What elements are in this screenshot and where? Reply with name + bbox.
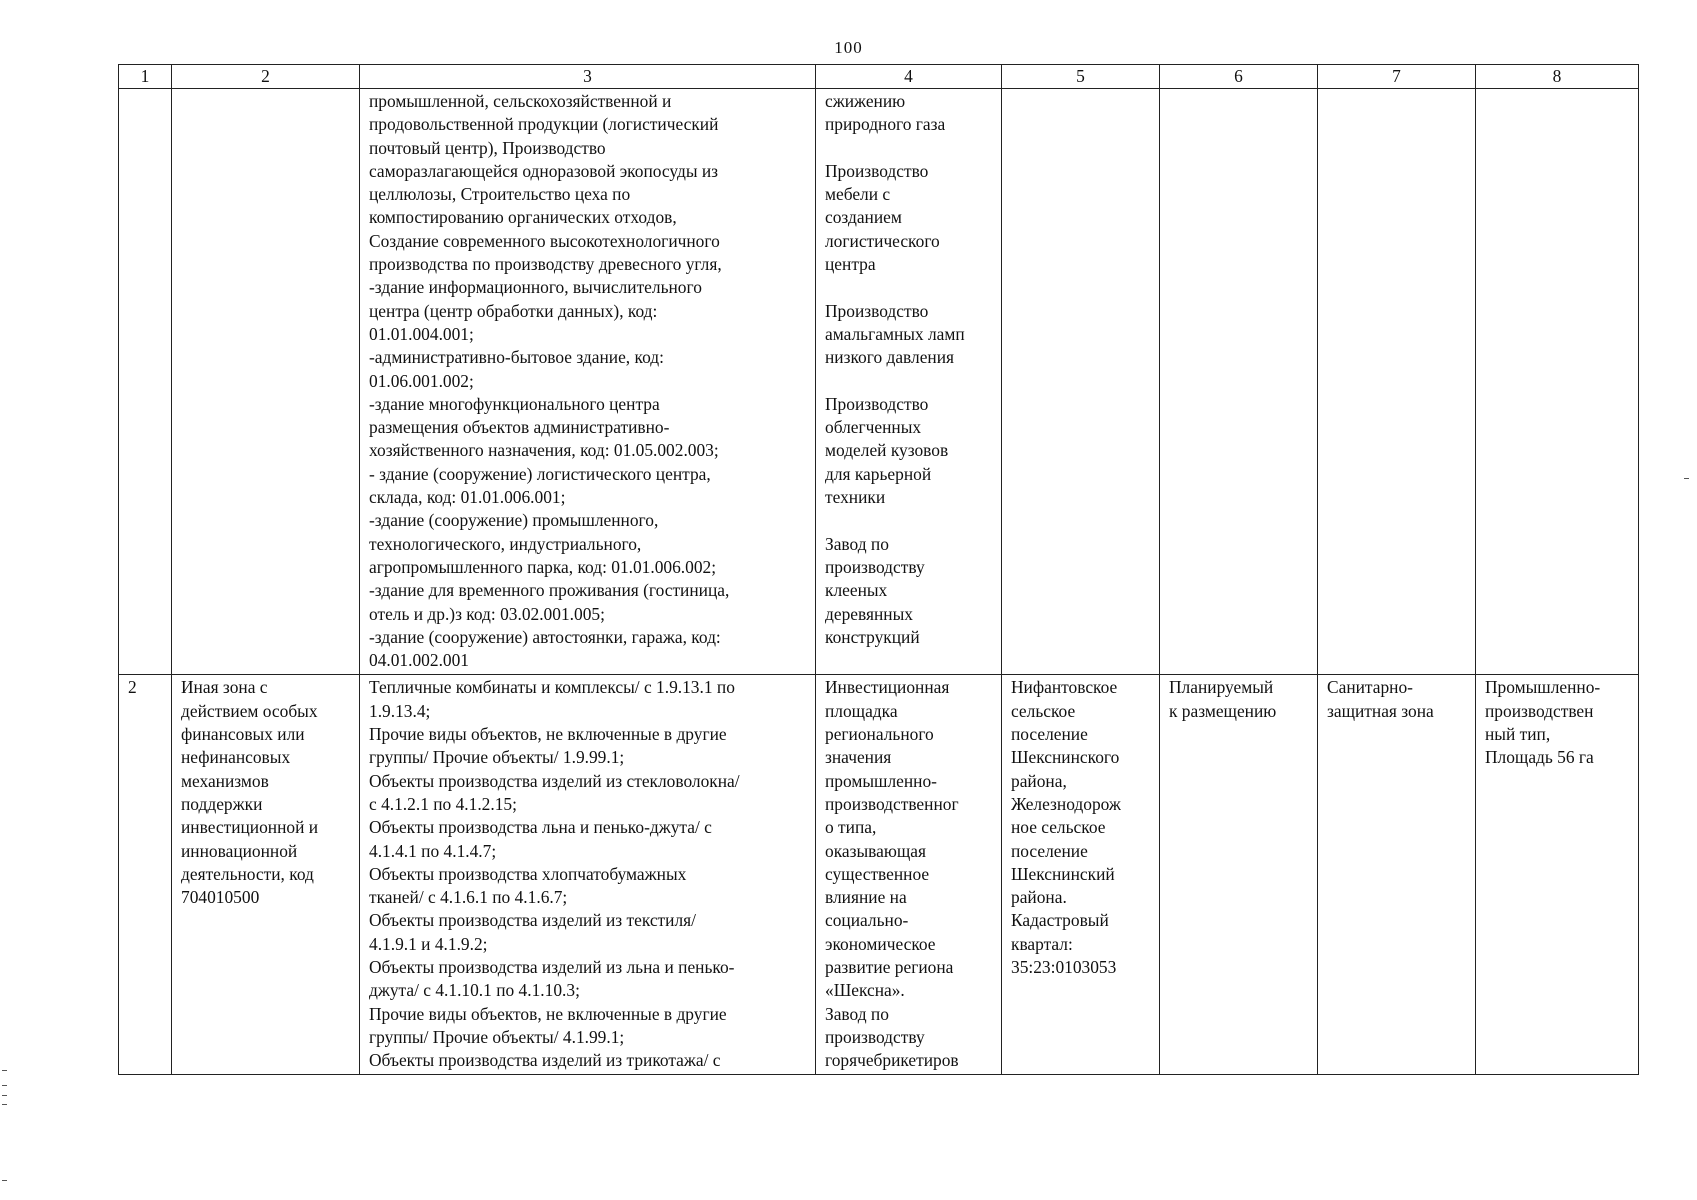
text-line: защитная зона xyxy=(1327,700,1434,721)
text-line: промышленной, сельскохозяйственной и xyxy=(369,91,672,111)
text-line: клееных xyxy=(825,580,888,601)
text-line: действием особых xyxy=(181,700,318,721)
text-line: регионального xyxy=(825,724,934,745)
text-line: -здание (сооружение) автостоянки, гаража, код: xyxy=(369,626,721,647)
text-line: Прочие виды объектов, не включенные в другие xyxy=(369,1003,727,1024)
text-line: инновационной xyxy=(181,840,298,861)
text-line: Площадь 56 га xyxy=(1485,747,1594,768)
text-line: площадка xyxy=(825,700,898,721)
text-line: квартал: xyxy=(1011,933,1073,954)
text-line: группы/ Прочие объекты/ 1.9.99.1; xyxy=(369,747,625,768)
text-line: района. xyxy=(1011,887,1067,908)
text-line: джута/ с 4.1.10.1 по 4.1.10.3; xyxy=(369,980,580,1001)
text-line: созданием xyxy=(825,207,902,228)
text-line: Объекты производства льна и пенько-джута/ с xyxy=(369,817,712,838)
cell-zone-name xyxy=(172,675,360,1075)
text-line: склада, код: 01.01.006.001; xyxy=(369,487,566,508)
text-line: значения xyxy=(825,747,892,768)
table-row xyxy=(119,89,1639,675)
text-line: инвестиционной и xyxy=(181,817,319,838)
cell-characteristics xyxy=(1476,675,1639,1075)
text-line: природного газа xyxy=(825,114,946,135)
text-line: сжижению xyxy=(825,91,906,111)
text-line: для карьерной xyxy=(825,463,932,484)
text-line: производству xyxy=(825,556,925,577)
text-line: Объекты производства изделий из льна и пенько- xyxy=(369,956,735,977)
text-line: Прочие виды объектов, не включенные в другие xyxy=(369,724,727,745)
table-row xyxy=(119,675,1639,1075)
text-line: -здание (сооружение) промышленного, xyxy=(369,510,659,531)
text-line: -административно-бытовое здание, код: xyxy=(369,347,664,368)
text-line xyxy=(825,276,995,299)
column-header: 2 xyxy=(172,65,360,89)
text-line: поселение xyxy=(1011,840,1088,861)
text-line: социально- xyxy=(825,910,909,931)
text-line: технологического, индустриального, xyxy=(369,533,642,554)
text-line: поселение xyxy=(1011,724,1088,745)
text-line: мебели с xyxy=(825,184,891,205)
cell-zone-type xyxy=(1318,675,1476,1075)
text-line: промышленно- xyxy=(825,770,937,791)
text-line: горячебрикетиров xyxy=(825,1050,959,1071)
cell-status xyxy=(1160,89,1318,675)
cell-location xyxy=(1002,675,1160,1075)
text-line: финансовых или xyxy=(181,724,305,745)
text-line: Железнодорож xyxy=(1011,793,1121,814)
document-table xyxy=(118,64,1639,1075)
cell-status xyxy=(1160,675,1318,1075)
scan-mark xyxy=(1684,478,1689,479)
text-line: Завод по xyxy=(825,533,889,554)
column-header: 4 xyxy=(816,65,1002,89)
cell-zone-name xyxy=(172,89,360,675)
text-line: Объекты производства хлопчатобумажных xyxy=(369,863,687,884)
text-line: - здание (сооружение) логистического центра, xyxy=(369,463,711,484)
text-line: конструкций xyxy=(825,626,920,647)
column-header: 1 xyxy=(119,65,172,89)
column-header: 3 xyxy=(360,65,816,89)
text-line: техники xyxy=(825,487,886,508)
text-line: деревянных xyxy=(825,603,913,624)
text-line: оказывающая xyxy=(825,840,926,861)
text-line: Промышленно- xyxy=(1485,677,1601,698)
text-line: 4.1.4.1 по 4.1.4.7; xyxy=(369,840,497,861)
text-line: нефинансовых xyxy=(181,747,291,768)
column-header: 6 xyxy=(1160,65,1318,89)
text-line: Инвестиционная xyxy=(825,677,950,698)
text-line: Объекты производства изделий из текстиля/ xyxy=(369,910,696,931)
text-line: «Шексна». xyxy=(825,980,905,1001)
cell-number xyxy=(119,675,172,1075)
text-line: ный тип, xyxy=(1485,724,1551,745)
cell-purpose xyxy=(816,89,1002,675)
text-line: размещения объектов административно- xyxy=(369,417,670,438)
scan-mark xyxy=(2,1070,7,1071)
text-line: ное сельское xyxy=(1011,817,1106,838)
text-line: Производство xyxy=(825,393,929,414)
text-line: Шекснинский xyxy=(1011,863,1115,884)
text-line: Завод по xyxy=(825,1003,889,1024)
text-line: влияние на xyxy=(825,887,907,908)
text-line: агропромышленного парка, код: 01.01.006.002; xyxy=(369,556,717,577)
text-line: Объекты производства изделий из стекловолокна/ xyxy=(369,770,740,791)
text-line: Санитарно- xyxy=(1327,677,1413,698)
text-line: отель и др.)з код: 03.02.001.005; xyxy=(369,603,605,624)
text-line: 704010500 xyxy=(181,887,260,908)
text-line: поддержки xyxy=(181,793,263,814)
text-line: развитие региона xyxy=(825,956,954,977)
text-line: хозяйственного назначения, код: 01.05.002.003; xyxy=(369,440,719,461)
text-line: экономическое xyxy=(825,933,936,954)
text-line: производства по производству древесного угля, xyxy=(369,254,722,275)
text-line: облегченных xyxy=(825,417,922,438)
text-line: продовольственной продукции (логистический xyxy=(369,114,719,135)
text-line: 04.01.002.001 xyxy=(369,650,469,671)
text-line: центра xyxy=(825,254,876,275)
text-line: Тепличные комбинаты и комплексы/ с 1.9.13.1 по xyxy=(369,677,735,698)
text-line: группы/ Прочие объекты/ 4.1.99.1; xyxy=(369,1026,625,1047)
text-line: Производство xyxy=(825,300,929,321)
cell-zone-type xyxy=(1318,89,1476,675)
text-line: 01.01.004.001; xyxy=(369,323,474,344)
text-line: механизмов xyxy=(181,770,269,791)
text-line: о типа, xyxy=(825,817,877,838)
header-row xyxy=(119,65,1639,89)
text-line: к размещению xyxy=(1169,700,1277,721)
text-line: с 4.1.2.1 по 4.1.2.15; xyxy=(369,793,517,814)
text-line xyxy=(825,370,995,393)
scan-mark xyxy=(2,1085,7,1086)
cell-object-types xyxy=(360,675,816,1075)
cell-location xyxy=(1002,89,1160,675)
column-header: 7 xyxy=(1318,65,1476,89)
text-line: Кадастровый xyxy=(1011,910,1109,931)
scan-mark xyxy=(2,1095,7,1096)
text-line: -здание многофункционального центра xyxy=(369,393,660,414)
page-number: 100 xyxy=(834,38,863,57)
text-line: центра (центр обработки данных), код: xyxy=(369,300,658,321)
scan-mark xyxy=(2,1180,7,1181)
text-line: 1.9.13.4; xyxy=(369,700,431,721)
text-line: моделей кузовов xyxy=(825,440,949,461)
text-line: Иная зона с xyxy=(181,677,268,698)
text-line: Производство xyxy=(825,160,929,181)
column-header: 8 xyxy=(1476,65,1639,89)
text-line xyxy=(825,509,995,532)
text-line: тканей/ с 4.1.6.1 по 4.1.6.7; xyxy=(369,887,568,908)
text-line: 4.1.9.1 и 4.1.9.2; xyxy=(369,933,488,954)
text-line: Нифантовское xyxy=(1011,677,1118,698)
text-line: амальгамных ламп xyxy=(825,323,965,344)
text-line: 35:23:0103053 xyxy=(1011,956,1117,977)
cell-object-types xyxy=(360,89,816,675)
column-header: 5 xyxy=(1002,65,1160,89)
text-line: существенное xyxy=(825,863,930,884)
cell-characteristics xyxy=(1476,89,1639,675)
text-line: производственног xyxy=(825,793,959,814)
cell-purpose xyxy=(816,675,1002,1075)
text-line: целлюлозы, Строительство цеха по xyxy=(369,184,631,205)
text-line: производству xyxy=(825,1026,925,1047)
text-line: района, xyxy=(1011,770,1067,791)
scan-mark xyxy=(2,1104,7,1105)
text-line: сельское xyxy=(1011,700,1076,721)
text-line: деятельности, код xyxy=(181,863,314,884)
text-line: низкого давления xyxy=(825,347,955,368)
text-line: -здание для временного проживания (гостиница, xyxy=(369,580,730,601)
text-line: 01.06.001.002; xyxy=(369,370,474,391)
text-line: Объекты производства изделий из трикотажа/ с xyxy=(369,1050,721,1071)
text-line: 2 xyxy=(128,677,137,698)
text-line: Планируемый xyxy=(1169,677,1274,698)
text-line xyxy=(825,137,995,160)
text-line: компостированию органических отходов, xyxy=(369,207,677,228)
text-line: саморазлагающейся одноразовой экопосуды из xyxy=(369,160,719,181)
cell-number xyxy=(119,89,172,675)
text-line: Создание современного высокотехнологичного xyxy=(369,230,720,251)
text-line: почтовый центр), Производство xyxy=(369,137,606,158)
text-line: производствен xyxy=(1485,700,1594,721)
text-line: -здание информационного, вычислительного xyxy=(369,277,702,298)
text-line: логистического xyxy=(825,230,940,251)
text-line: Шекснинского xyxy=(1011,747,1120,768)
